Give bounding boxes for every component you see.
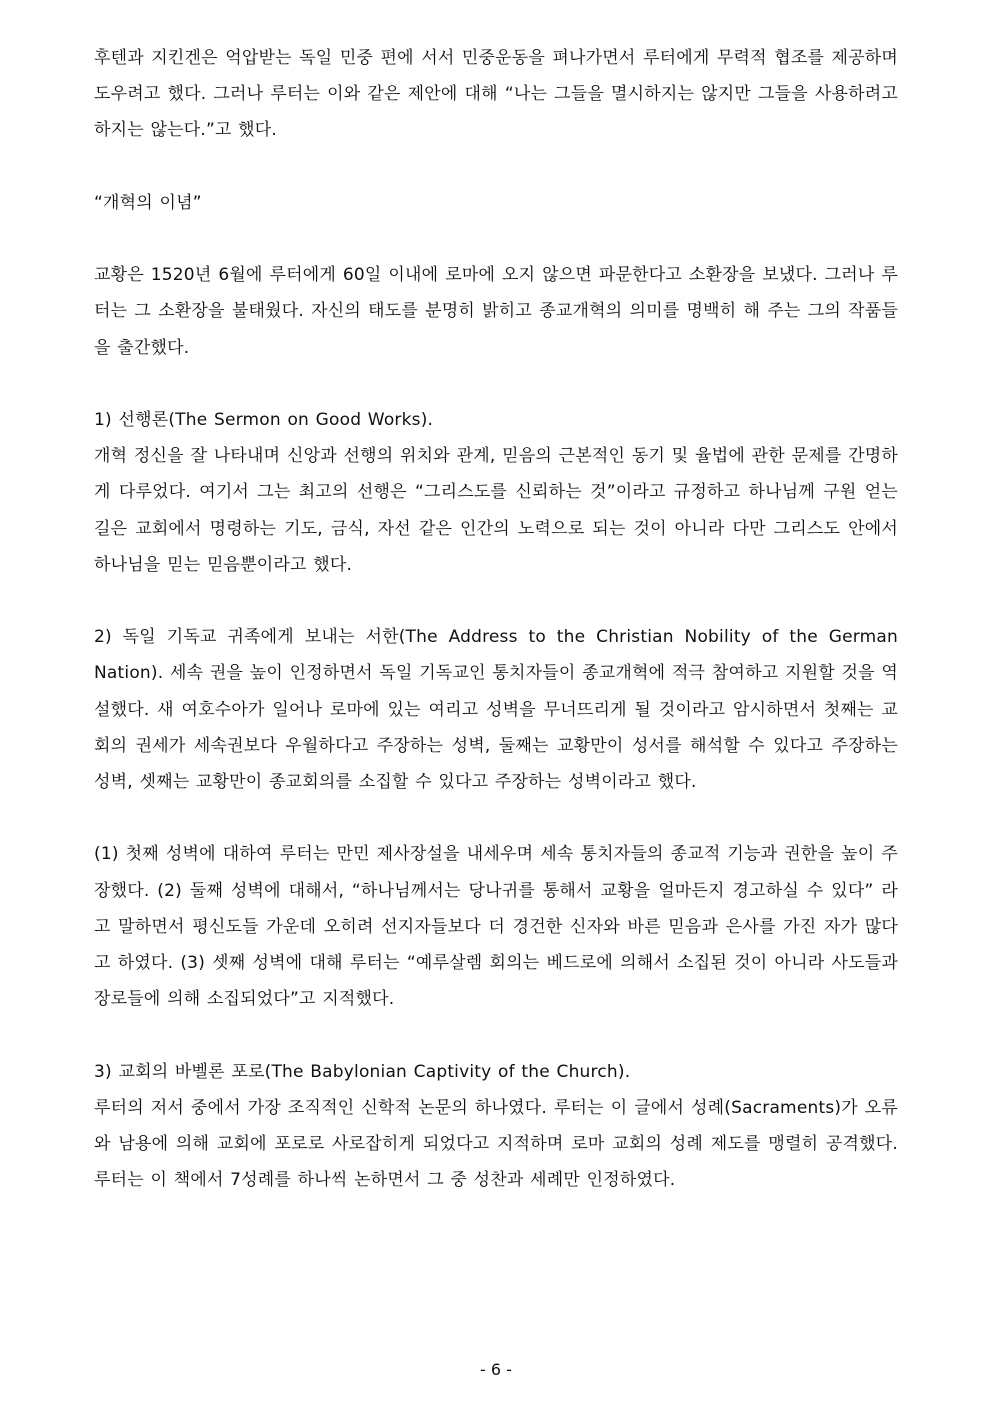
paragraph-gap <box>94 366 898 402</box>
paragraph-three-walls: (1) 첫째 성벽에 대하여 루터는 만민 제사장설을 내세우며 세속 통치자들의 종교적 기능과 권한을 높이 주장했다. (2) 둘째 성벽에 대해서, “하나님께서는 당나귀를 통해서 교황을 얼마든지 경고하실 수 있다” 라고 말하면서 평신도들 가운데 오히려 선지자들보다 더 경건한 신자와 바른 믿음과 은사를 가진 자가 많다고 하였다. (3) 셋째 성벽에 대해 루터는 “예루살렘 회의는 베드로에 의해서 소집된 것이 아니라 사도들과 장로들에 의해 소집되었다”고 지적했다. <box>94 844 898 1010</box>
paragraph-christian-nobility: 2) 독일 기독교 귀족에게 보내는 서한(The Address to the Christian Nobility of the German Nation). 세속 권을 높이 인정하면서 독일 기독교인 통치자들이 종교개혁에 적극 참여하고 지원할 것을 역설했다. 새 여호수아가 일어나 로마에 있는 여리고 성벽을 무너뜨리게 될 것이라고 암시하면서 첫째는 교회의 권세가 세속권보다 우월하다고 주장하는 성벽, 둘째는 교황만이 성서를 해석할 수 있다고 주장하는 성벽, 셋째는 교황만이 종교회의를 소집할 수 있다고 주장하는 성벽이라고 했다. <box>94 627 898 792</box>
paragraph-gap <box>94 1017 898 1053</box>
paragraph-gap <box>94 149 898 185</box>
section-heading-reform-idea: “개혁의 이념” <box>94 192 202 213</box>
document-body <box>94 40 898 1198</box>
paragraph-gap <box>94 583 898 619</box>
paragraph-good-works: 개혁 정신을 잘 나타내며 신앙과 선행의 위치와 관계, 믿음의 근본적인 동기 및 율법에 관한 문제를 간명하게 다루었다. 여기서 그는 최고의 선행은 “그리스도를 신뢰하는 것”이라고 규정하고 하나님께 구원 얻는 길은 교회에서 명령하는 기도, 금식, 자선 같은 인간의 노력으로 되는 것이 아니라 다만 그리스도 안에서 하나님을 믿는 믿음뿐이라고 했다. <box>94 446 898 575</box>
paragraph-papal-summons: 교황은 1520년 6월에 루터에게 60일 이내에 로마에 오지 않으면 파문한다고 소환장을 보냈다. 그러나 루터는 그 소환장을 불태웠다. 자신의 태도를 분명히 밝히고 종교개혁의 의미를 명백히 해 주는 그의 작품들을 출간했다. <box>94 265 898 358</box>
item-heading-babylonian-captivity: 3) 교회의 바벨론 포로(The Babylonian Captivity of the Church). <box>94 1061 631 1082</box>
page-number: - 6 - <box>480 1360 512 1379</box>
paragraph-gap <box>94 800 898 836</box>
paragraph-babylonian-captivity: 루터의 저서 중에서 가장 조직적인 신학적 논문의 하나였다. 루터는 이 글에서 성례(Sacraments)가 오류와 남용에 의해 교회에 포로로 사로잡히게 되었다고 지적하며 로마 교회의 성례 제도를 맹렬히 공격했다. 루터는 이 책에서 7성례를 하나씩 논하면서 그 중 성찬과 세례만 인정하였다. <box>94 1097 898 1191</box>
paragraph-gap <box>94 221 898 257</box>
item-heading-good-works: 1) 선행론(The Sermon on Good Works). <box>94 409 434 430</box>
paragraph-hutten-sickingen: 후텐과 지킨겐은 억압받는 독일 민중 편에 서서 민중운동을 펴나가면서 루터에게 무력적 협조를 제공하며 도우려고 했다. 그러나 루터는 이와 같은 제안에 대해 “나는 그들을 멸시하지는 않지만 그들을 사용하려고 하지는 않는다.”고 했다. <box>94 48 898 141</box>
